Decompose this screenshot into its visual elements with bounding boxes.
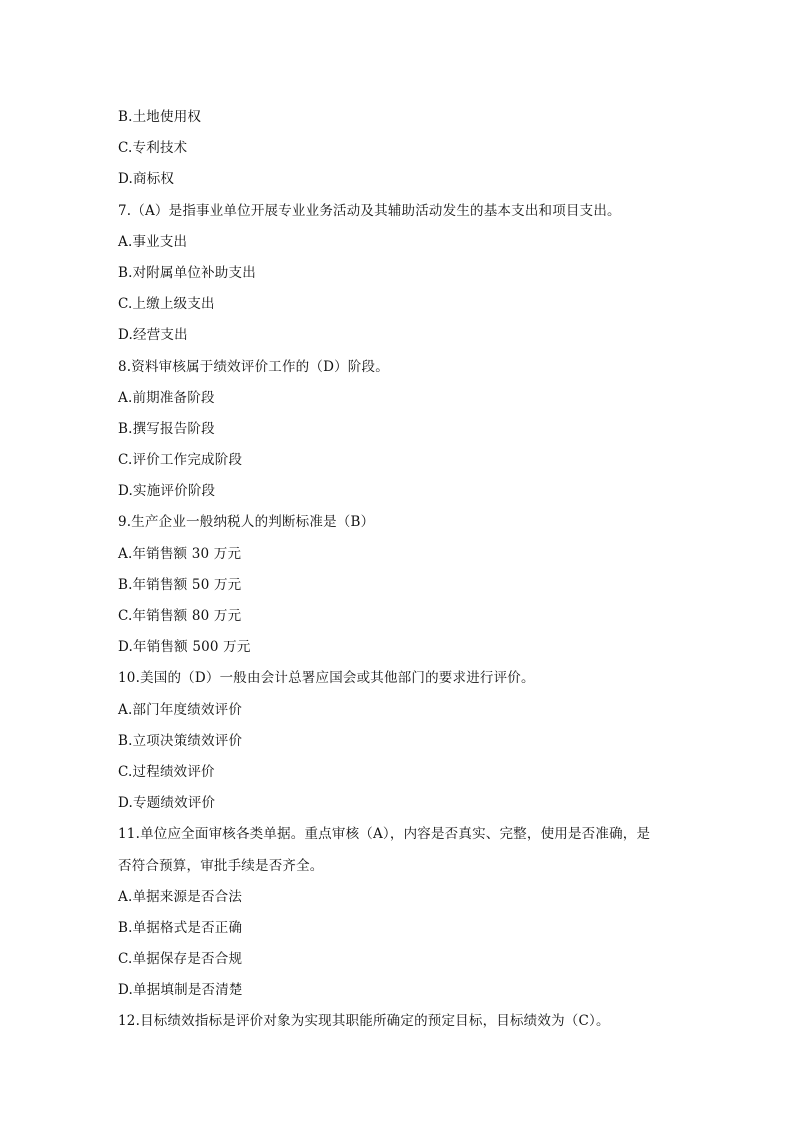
option-line: B.单据格式是否正确 xyxy=(118,919,243,936)
option-line: B.对附属单位补助支出 xyxy=(118,264,256,281)
option-line: B.土地使用权 xyxy=(118,109,202,125)
option-line: A.单据来源是否合法 xyxy=(118,888,243,905)
option-line: D.经营支出 xyxy=(118,327,188,344)
option-line: C.评价工作完成阶段 xyxy=(118,452,243,469)
option-line: C.单据保存是否合规 xyxy=(118,951,243,968)
question-line: 11.单位应全面审核各类单据。重点审核（A），内容是否真实、完整，使用是否准确，是 xyxy=(118,826,651,843)
option-line: A.部门年度绩效评价 xyxy=(118,701,243,718)
option-line: C.专利技术 xyxy=(118,140,188,157)
question-line: 12.目标绩效指标是评价对象为实现其职能所确定的预定目标，目标绩效为（C）。 xyxy=(118,1013,610,1030)
option-line: D.专题绩效评价 xyxy=(118,795,216,812)
question-text-block xyxy=(118,102,678,1038)
option-line: B.撰写报告阶段 xyxy=(118,420,215,437)
option-line: D.商标权 xyxy=(118,171,175,188)
question-line-continued: 否符合预算，审批手续是否齐全。 xyxy=(118,857,324,874)
option-line: D.单据填制是否清楚 xyxy=(118,982,243,999)
option-line: C.年销售额 80 万元 xyxy=(118,608,242,624)
option-line: D.年销售额 500 万元 xyxy=(118,639,251,656)
option-line: A.事业支出 xyxy=(118,233,188,250)
option-line: C.过程绩效评价 xyxy=(118,763,215,780)
option-line: A.年销售额 30 万元 xyxy=(118,545,242,562)
question-line: 8.资料审核属于绩效评价工作的（D）阶段。 xyxy=(118,358,389,375)
question-line: 10.美国的（D）一般由会计总署应国会或其他部门的要求进行评价。 xyxy=(118,670,535,687)
question-line: 7.（A）是指事业单位开展专业业务活动及其辅助活动发生的基本支出和项目支出。 xyxy=(118,202,621,219)
option-line: B.立项决策绩效评价 xyxy=(118,732,243,749)
option-line: B.年销售额 50 万元 xyxy=(118,576,242,593)
option-line: A.前期准备阶段 xyxy=(118,389,215,406)
option-line: C.上缴上级支出 xyxy=(118,296,215,313)
option-line: D.实施评价阶段 xyxy=(118,483,216,500)
question-line: 9.生产企业一般纳税人的判断标准是（B） xyxy=(118,514,375,531)
